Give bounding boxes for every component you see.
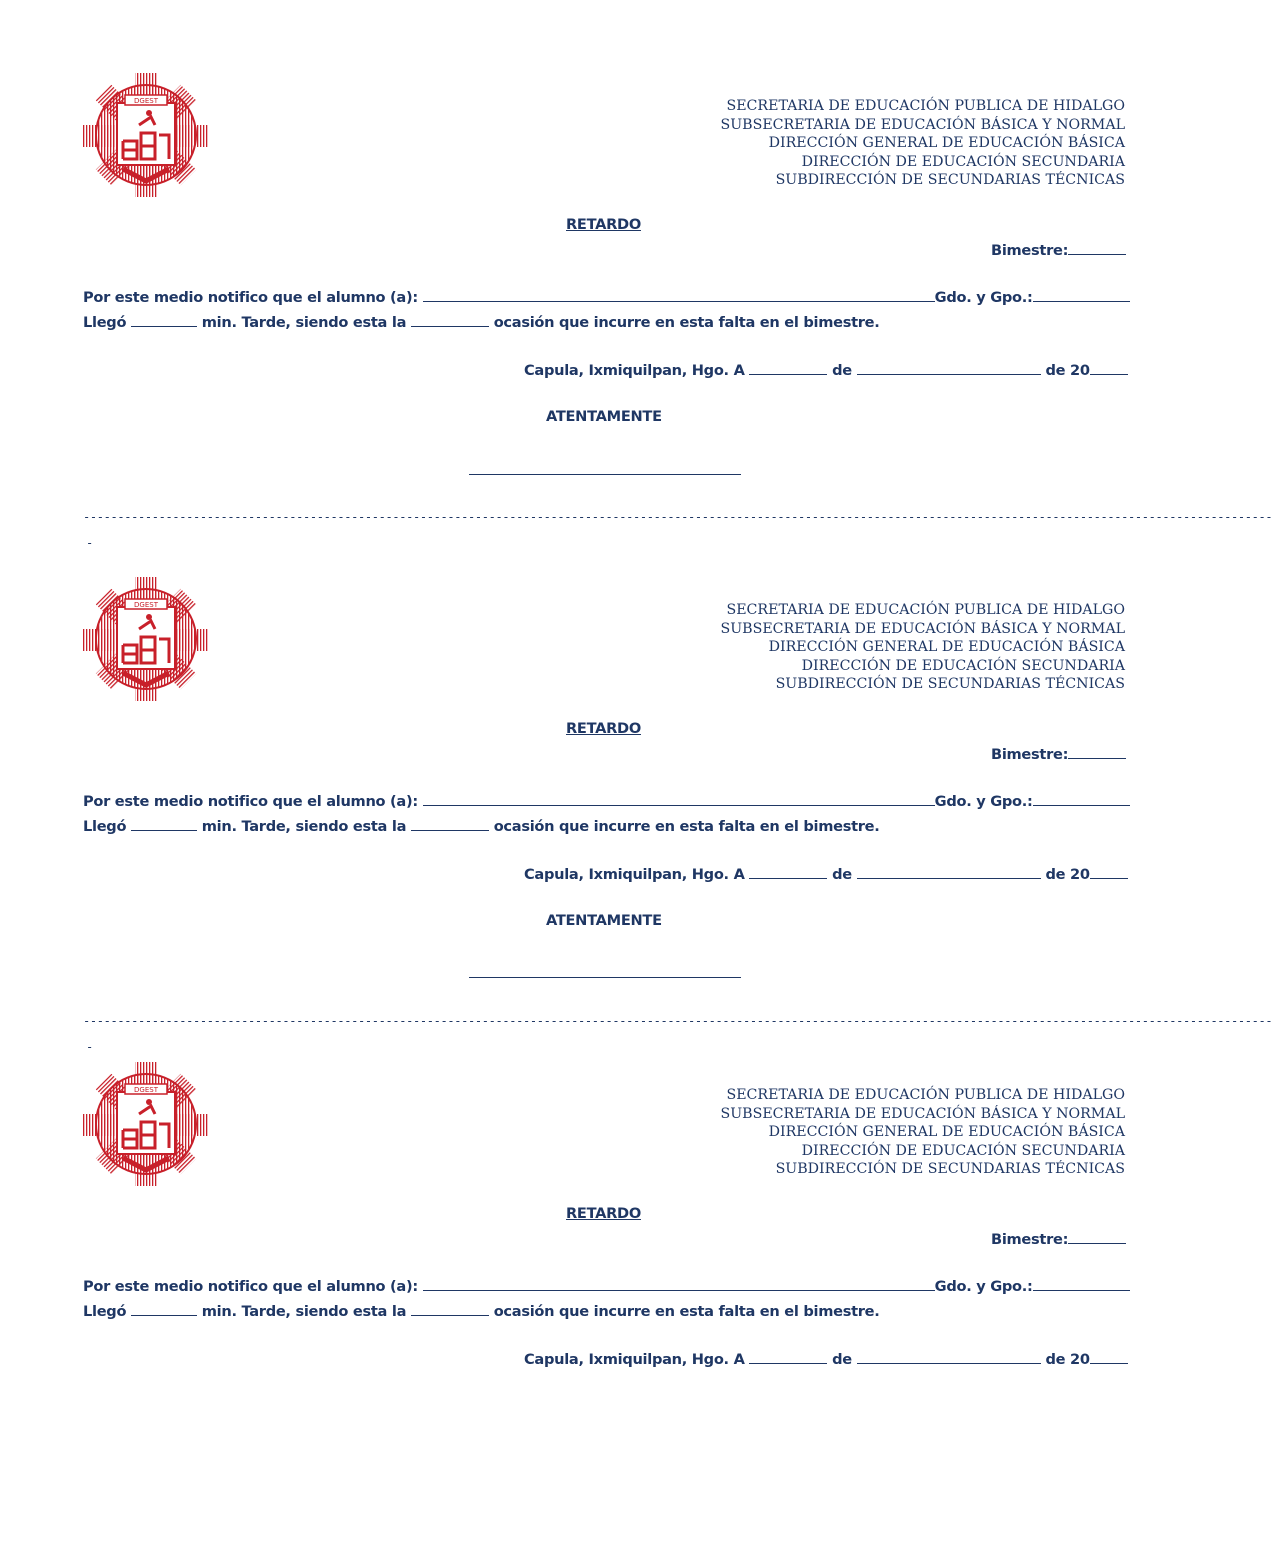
date-line (524, 1349, 1128, 1368)
de-label: de (832, 866, 852, 883)
minutes-blank[interactable] (131, 816, 197, 831)
grade-group-blank[interactable] (1033, 1276, 1130, 1291)
arrival-line (83, 816, 880, 835)
month-blank[interactable] (857, 360, 1041, 375)
institution-header (605, 97, 1125, 190)
occasion-text: ocasión que incurre en esta falta en el bimestre. (493, 314, 880, 331)
tardiness-slip-1 (0, 73, 1272, 543)
bimester-blank[interactable] (1068, 744, 1126, 759)
year-label: de 20 (1045, 1351, 1090, 1368)
occasion-blank[interactable] (411, 312, 489, 327)
signature-line[interactable] (469, 474, 741, 475)
arrival-line (83, 1301, 880, 1320)
grade-group-label: Gdo. y Gpo.: (934, 289, 1033, 306)
header-line-1: SECRETARIA DE EDUCACIÓN PUBLICA DE HIDALGO (726, 602, 1125, 618)
arrived-label: Llegó (83, 314, 127, 331)
header-line-4: DIRECCIÓN DE EDUCACIÓN SECUNDARIA (801, 657, 1125, 674)
month-blank[interactable] (857, 864, 1041, 879)
slip-title: RETARDO (566, 720, 641, 737)
slip-title: RETARDO (566, 216, 641, 233)
closing-text: ATENTAMENTE (546, 408, 662, 425)
month-blank[interactable] (857, 1349, 1041, 1364)
bimester-label: Bimestre: (991, 746, 1069, 763)
student-line (83, 791, 1130, 810)
grade-group-blank[interactable] (1033, 791, 1130, 806)
tardiness-slip-3 (0, 1062, 1200, 1532)
occasion-text: ocasión que incurre en esta falta en el bimestre. (493, 1303, 880, 1320)
bimester-label: Bimestre: (991, 1231, 1069, 1248)
grade-group-label: Gdo. y Gpo.: (934, 1278, 1033, 1295)
year-blank[interactable] (1090, 864, 1128, 879)
bimester-label: Bimestre: (991, 242, 1069, 259)
day-blank[interactable] (749, 864, 827, 879)
bimester-field[interactable] (991, 240, 1126, 259)
bimester-field[interactable] (991, 1229, 1126, 1248)
place-label: Capula, Ixmiquilpan, Hgo. A (524, 1351, 745, 1368)
year-blank[interactable] (1090, 360, 1128, 375)
year-blank[interactable] (1090, 1349, 1128, 1364)
bimester-blank[interactable] (1068, 240, 1126, 255)
grade-group-label: Gdo. y Gpo.: (934, 793, 1033, 810)
de-label: de (832, 362, 852, 379)
year-label: de 20 (1045, 866, 1090, 883)
logo-text-top: DGEST (134, 601, 158, 609)
cut-line-2: ----------------------------------------------------------------------------------------------------------------------------------------------------------------------------- (83, 1014, 1272, 1028)
signature-line[interactable] (469, 977, 741, 978)
institution-header (605, 601, 1125, 694)
minutes-text: min. Tarde, siendo esta la (201, 1303, 407, 1320)
bimester-blank[interactable] (1068, 1229, 1126, 1244)
student-line (83, 1276, 1130, 1295)
year-label: de 20 (1045, 362, 1090, 379)
student-line (83, 287, 1130, 306)
cut-line-1: ----------------------------------------------------------------------------------------------------------------------------------------------------------------------------- (83, 510, 1272, 524)
arrived-label: Llegó (83, 818, 127, 835)
minutes-blank[interactable] (131, 1301, 197, 1316)
place-label: Capula, Ixmiquilpan, Hgo. A (524, 866, 745, 883)
school-gear-logo-icon (83, 1062, 209, 1186)
date-line (524, 864, 1128, 883)
school-gear-logo-icon (83, 73, 209, 197)
student-name-blank[interactable] (423, 1276, 935, 1291)
place-label: Capula, Ixmiquilpan, Hgo. A (524, 362, 745, 379)
header-line-3: DIRECCIÓN GENERAL DE EDUCACIÓN BÁSICA (768, 639, 1125, 656)
header-line-1: SECRETARIA DE EDUCACIÓN PUBLICA DE HIDALGO (726, 1087, 1125, 1103)
school-gear-logo-icon (83, 577, 209, 701)
minutes-blank[interactable] (131, 312, 197, 327)
logo-text-top: DGEST (134, 1086, 158, 1094)
header-line-2: SUBSECRETARIA DE EDUCACIÓN BÁSICA Y NORMAL (720, 116, 1125, 133)
minutes-text: min. Tarde, siendo esta la (201, 314, 407, 331)
arrived-label: Llegó (83, 1303, 127, 1320)
minutes-text: min. Tarde, siendo esta la (201, 818, 407, 835)
header-line-3: DIRECCIÓN GENERAL DE EDUCACIÓN BÁSICA (768, 1124, 1125, 1141)
closing-text: ATENTAMENTE (546, 912, 662, 929)
date-line (524, 360, 1128, 379)
notice-label: Por este medio notifico que el alumno (a): (83, 289, 418, 306)
notice-label: Por este medio notifico que el alumno (a): (83, 793, 418, 810)
grade-group-blank[interactable] (1033, 287, 1130, 302)
cut-line-1-tail: - (86, 536, 94, 550)
header-line-5: SUBDIRECCIÓN DE SECUNDARIAS TÉCNICAS (775, 676, 1125, 693)
header-line-3: DIRECCIÓN GENERAL DE EDUCACIÓN BÁSICA (768, 135, 1125, 152)
header-line-2: SUBSECRETARIA DE EDUCACIÓN BÁSICA Y NORMAL (720, 620, 1125, 637)
bimester-field[interactable] (991, 744, 1126, 763)
header-line-4: DIRECCIÓN DE EDUCACIÓN SECUNDARIA (801, 1142, 1125, 1159)
notice-label: Por este medio notifico que el alumno (a): (83, 1278, 418, 1295)
occasion-text: ocasión que incurre en esta falta en el bimestre. (493, 818, 880, 835)
slip-title: RETARDO (566, 1205, 641, 1222)
occasion-blank[interactable] (411, 816, 489, 831)
tardiness-slip-2 (0, 577, 1272, 1047)
header-line-2: SUBSECRETARIA DE EDUCACIÓN BÁSICA Y NORMAL (720, 1105, 1125, 1122)
de-label: de (832, 1351, 852, 1368)
institution-header (605, 1086, 1125, 1179)
occasion-blank[interactable] (411, 1301, 489, 1316)
student-name-blank[interactable] (423, 287, 935, 302)
header-line-5: SUBDIRECCIÓN DE SECUNDARIAS TÉCNICAS (775, 172, 1125, 189)
arrival-line (83, 312, 880, 331)
cut-line-2-tail: - (86, 1040, 94, 1054)
day-blank[interactable] (749, 1349, 827, 1364)
student-name-blank[interactable] (423, 791, 935, 806)
header-line-5: SUBDIRECCIÓN DE SECUNDARIAS TÉCNICAS (775, 1161, 1125, 1178)
logo-text-top: DGEST (134, 97, 158, 105)
header-line-4: DIRECCIÓN DE EDUCACIÓN SECUNDARIA (801, 153, 1125, 170)
day-blank[interactable] (749, 360, 827, 375)
header-line-1: SECRETARIA DE EDUCACIÓN PUBLICA DE HIDALGO (726, 98, 1125, 114)
